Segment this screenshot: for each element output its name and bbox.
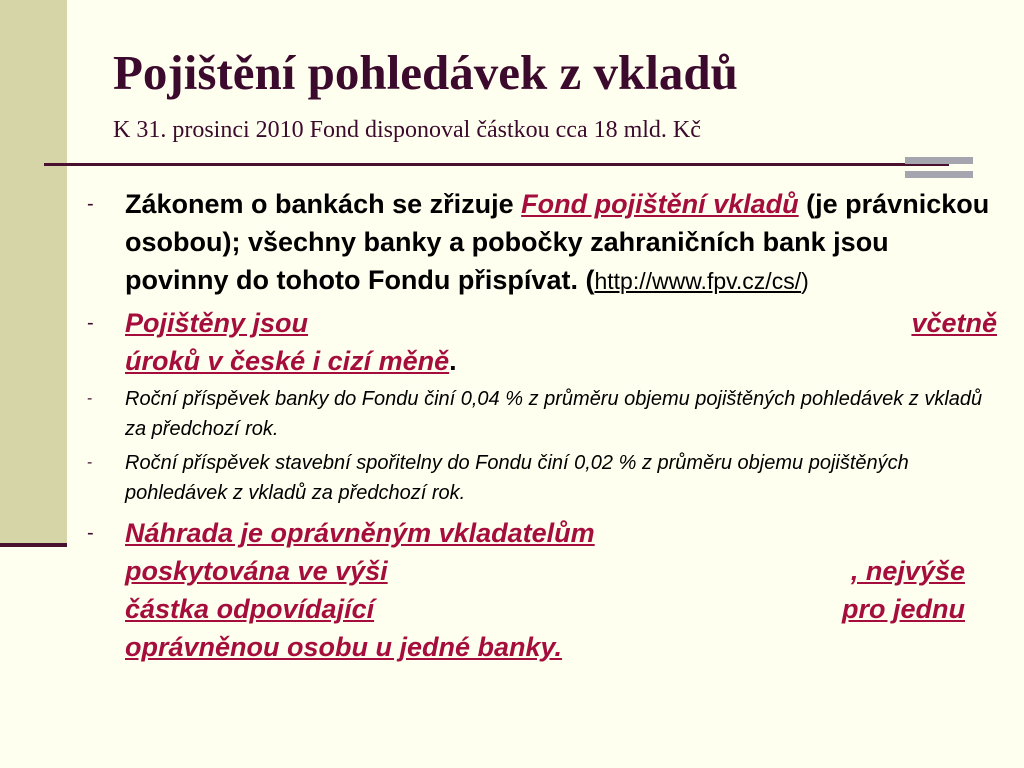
sidebar-rule: [0, 543, 67, 547]
bullet-marker: -: [87, 312, 94, 334]
bullet-text: [125, 514, 965, 666]
bullet-list: [87, 185, 997, 670]
sidebar-decoration: [0, 0, 67, 543]
bullet-item-insured: [87, 304, 997, 380]
bullet-item-compensation: [87, 514, 997, 666]
title-divider: [44, 163, 949, 166]
compensation-line-2b: , nejvýše: [850, 556, 965, 586]
bullet-item-bank-fee: [87, 384, 997, 444]
bullet-rest: (je právnickou osobou); všechny banky a pobočky zahraničních bank jsou povinny do tohoto Fondu přispívat. (: [125, 189, 990, 295]
compensation-line-3: [125, 590, 965, 628]
insured-part-2: včetně: [911, 308, 997, 338]
insured-line-1: [125, 304, 997, 342]
bullet-marker: -: [87, 193, 94, 215]
slide-title: Pojištění pohledávek z vkladů: [113, 45, 738, 100]
insured-part-1: Pojištěny jsou: [125, 308, 309, 338]
divider-accent-bottom: [905, 171, 973, 178]
compensation-line-2a: poskytována ve výši: [125, 556, 388, 586]
slide-subtitle: K 31. prosinci 2010 Fond disponoval částkou cca 18 mld. Kč: [113, 117, 701, 143]
closing-paren: ): [801, 268, 809, 294]
insured-part-3: úroků v české i cizí měně: [125, 346, 450, 376]
bullet-marker: -: [87, 522, 94, 544]
insured-line-2: [125, 342, 997, 380]
insured-end: .: [449, 346, 457, 376]
fpv-url-link[interactable]: http://www.fpv.cz/cs/: [594, 268, 802, 294]
bullet-text: Roční příspěvek stavební spořitelny do Fondu činí 0,02 % z průměru objemu pojištěných pohledávek z vkladů za předchozí rok.: [125, 452, 909, 504]
bullet-text: Roční příspěvek banky do Fondu činí 0,04 % z průměru objemu pojištěných pohledávek z vkladů za předchozí rok.: [125, 388, 983, 440]
bullet-text: [125, 304, 997, 380]
bullet-marker: -: [87, 390, 93, 407]
bullet-text: [125, 185, 997, 300]
divider-accent-top: [905, 157, 973, 164]
compensation-line-3a: částka odpovídající: [125, 594, 375, 624]
bullet-item-savings-fee: [87, 448, 997, 508]
compensation-line-3b: pro jednu: [842, 594, 965, 624]
bullet-marker: -: [87, 454, 93, 471]
compensation-line-2: [125, 552, 965, 590]
compensation-line-1: Náhrada je oprávněným vkladatelům: [125, 518, 595, 548]
bullet-item-fund: [87, 185, 997, 300]
bullet-lead: Zákonem o bankách se zřizuje: [125, 189, 522, 219]
compensation-line-4: oprávněnou osobu u jedné banky.: [125, 632, 563, 662]
fund-link[interactable]: Fond pojištění vkladů: [521, 189, 799, 219]
